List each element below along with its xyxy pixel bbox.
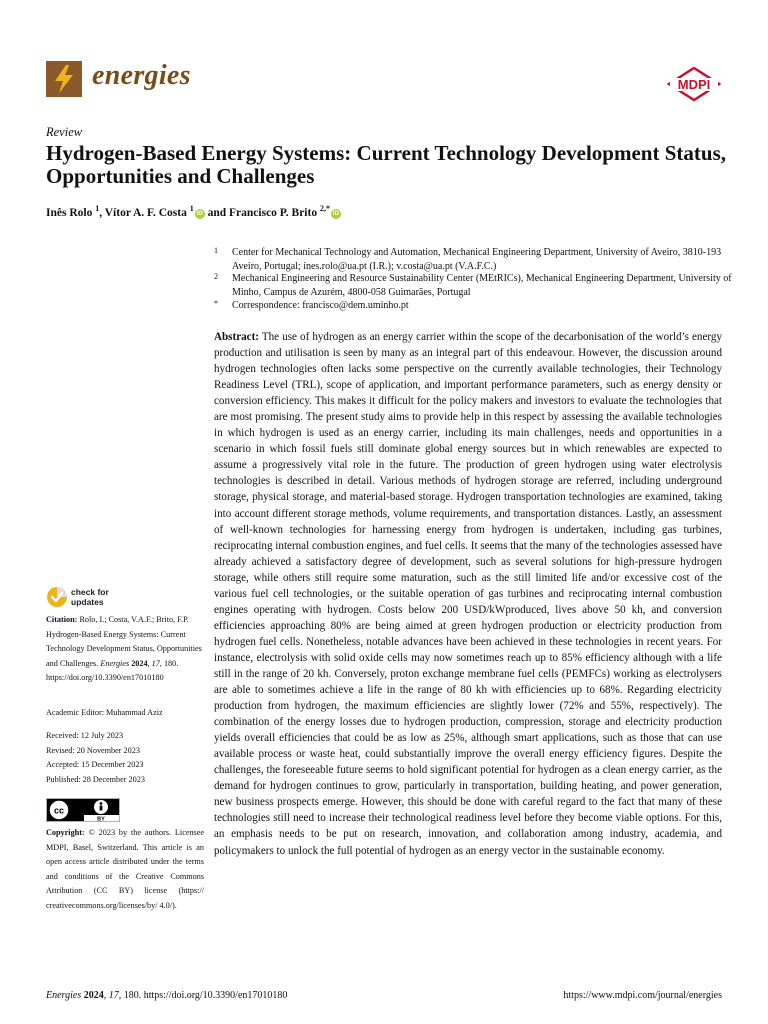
journal-url-link[interactable]: https://www.mdpi.com/journal/energies: [563, 990, 722, 1001]
orcid-icon[interactable]: iD: [332, 209, 340, 217]
journal-name: energies: [92, 60, 191, 91]
article-type: Review: [46, 125, 83, 139]
footer-citation: Energies 2024, 17, 180. https://doi.org/10.3390/en17010180: [46, 990, 288, 1001]
check-for-updates-button[interactable]: [46, 586, 126, 610]
author-list: Inês Rolo $^1$, Vítor A. F. Costa $^1$iD and Francisco P. Brito $^{2,*}$iD: [46, 204, 340, 219]
author-name[interactable]: Inês Rolo: [46, 206, 93, 219]
publication-dates: [46, 729, 204, 787]
affiliation-item: [214, 272, 734, 299]
check-updates-label: check for updates: [71, 587, 109, 607]
correspondence-text: Correspondence: francisco@dem.uminho.pt: [232, 300, 409, 311]
journal-logo: [46, 61, 82, 97]
affiliation-item: [214, 246, 734, 273]
abstract-label: Abstract:: [214, 331, 259, 343]
affiliation-text: Mechanical Engineering and Resource Sustainability Center (MEtRICs), Mechanical Engineering Department, University of Minho, Campus de Azurém, 4800-058 Guimarães, Portugal: [232, 273, 732, 298]
author-affiliation-mark: 2,*: [319, 204, 330, 213]
orcid-icon[interactable]: iD: [196, 209, 203, 217]
accepted-date: Accepted: 15 December 2023: [46, 760, 144, 769]
footer-doi-link[interactable]: , 180. https://doi.org/10.3390/en17010180: [118, 990, 288, 1001]
affiliation-mark: *: [214, 299, 218, 308]
affiliation-mark: 1: [214, 246, 218, 255]
svg-text:MDPI: MDPI: [677, 77, 711, 92]
author-name[interactable]: Vítor A. F. Costa: [104, 206, 187, 219]
article-title: Hydrogen-Based Energy Systems: Current Technology Development Status, Opportunities and Challenges: [46, 141, 726, 188]
affiliation-item: [214, 299, 734, 313]
author-affiliation-mark: 1: [95, 204, 100, 213]
check-updates-icon: [46, 586, 68, 608]
cc-by-license-icon[interactable]: [46, 798, 120, 822]
svg-text:BY: BY: [97, 816, 105, 822]
citation-block: Citation: Rolo, I.; Costa, V.A.F.; Brito, F.P. Hydrogen-Based Energy Systems: Current Technology Development Status, Opportunities and Challenges. Energies 2024, 17, 180. https://doi.org/10.3390/en17010180: [46, 615, 202, 682]
svg-text:cc: cc: [53, 805, 65, 816]
citation-label: Citation:: [46, 615, 78, 624]
abstract-text: The use of hydrogen as an energy carrier within the scope of the decarbonisation of the world’s energy production and utilisation is seen by many as an integral part of this endeavour. However, the discussion around hydrogen technologies often lacks some perspective on the currently available technologies, their Technology Readiness Level (TRL), scope of application, and important performance parameters, such as energy density or conversion efficiency. This makes it difficult for the policy makers and investors to evaluate the technologies that are most promising. The present study aims to provide help in this respect by assessing the available technologies in which hydrogen is used as an energy carrier, including its main challenges, needs and opportunities in a scenario in which fossil fuels still dominate global energy sources but in which renewables are expected to assume a progressively vital role in the future. The production of green hydrogen using water electrolysis technologies is described in detail. Various methods of hydrogen storage are referred, including underground storage, physical storage, and material-based storage. Hydrogen transportation technologies are examined, taking into account different storage methods, volume requirements, and transportation distances. Lastly, an assessment of well-known technologies for harnessing energy from hydrogen is undertaken, including gas turbines, reciprocating internal combustion engines, and fuel cells. It seems that the many of the technologies assessed have already achieved a satisfactory degree of development, such as several solutions for high-pressure hydrogen storage, while others still require some maturation, such as the still limited life and/or excessive cost of the various fuel cell technologies, or the suitable operation of gas turbines and reciprocating internal combustion engines operating with hydrogen. Costs below 200 USD/kWproduced, lives above 50 kh, and conversion efficiencies approaching 80% are being aimed at green hydrogen production or electricity production from hydrogen fuel cells. Nonetheless, notable advances have been achieved in these technologies in recent years. For instance, electrolysis with solid oxide cells may now sometimes reach up to 85% efficiency although with a life still in the range of 20 kh. Conversely, proton exchange membrane fuel cells (PEMFCs) working as electrolysers are able to sometimes achieve a life in the range of 80 kh with efficiencies up to 68%. Regarding electricity production from hydrogen, the maximum efficiencies are slightly lower (72% and 55%, respectively). The combination of the energy losses due to hydrogen production, compression, storage and electricity production yields overall efficiencies that could be as low as 25%, although smart applications, such as those that can use available process or waste heat, could substantially improve the overall energy efficiency figures. Despite the challenges, the foreseeable future seems to hold significant potential for hydrogen as a clean energy carrier, as the demand for hydrogen continues to grow, particularly in transportation, building heating, and power generation, new business prospects emerge. However, this should be done with careful regard to the fact that many of these technologies still need to increase their technological readiness level before they become viable options. For this, an emphasis needs to be put on research, innovation, and collaboration among industry, academia, and policymakers to unlock the full potential of hydrogen as an energy vector in the sustainable economy.: [214, 331, 722, 857]
academic-editor: Academic Editor: Muhammad Aziz: [46, 708, 163, 717]
revised-date: Revised: 20 November 2023: [46, 745, 140, 755]
published-date: Published: 28 December 2023: [46, 774, 145, 784]
author-name[interactable]: Francisco P. Brito: [229, 206, 318, 219]
publisher-logo: [667, 67, 721, 103]
received-date: Received: 12 July 2023: [46, 731, 124, 740]
copyright-notice: Copyright: © 2023 by the authors. Licensee MDPI, Basel, Switzerland. This article is an open access article distributed under the terms and conditions of the Creative Commons Attribution (CC BY) license (https:// creativecommons.org/licenses/by/ 4.0/).: [46, 828, 205, 910]
abstract: [214, 329, 722, 859]
copyright-label: Copyright:: [46, 828, 85, 837]
author-affiliation-mark: 1: [189, 204, 194, 213]
citation-doi[interactable]: , 180. https://doi.org/10.3390/en17010180: [46, 658, 179, 682]
affiliation-text: Center for Mechanical Technology and Automation, Mechanical Engineering Department, University of Aveiro, 3810-193 Aveiro, Portugal; ines.rolo@ua.pt (I.R.); v.costa@ua.pt (V.A.F.C.): [232, 247, 722, 272]
affiliation-mark: 2: [214, 272, 218, 281]
